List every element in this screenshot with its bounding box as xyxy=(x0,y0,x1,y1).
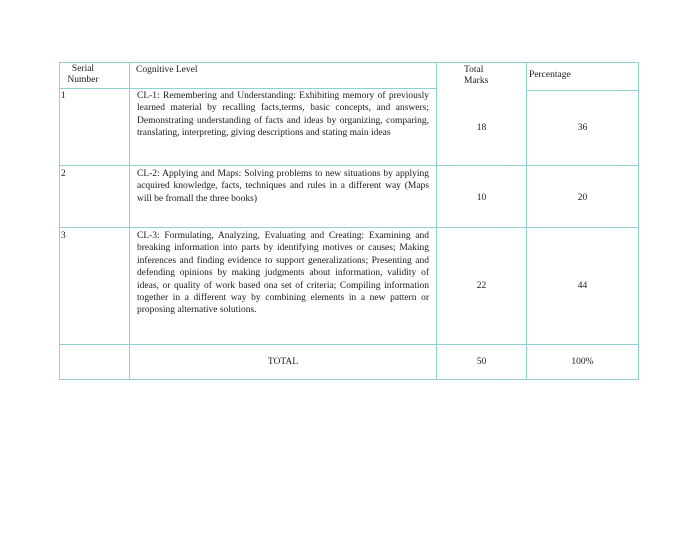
row-3-percentage: 44 xyxy=(577,281,588,291)
cognitive-level-table xyxy=(59,62,639,380)
table-border-right xyxy=(638,62,639,380)
row-3-marks: 22 xyxy=(476,281,487,291)
row-1-percentage: 36 xyxy=(577,123,588,133)
table-border-bottom xyxy=(59,379,639,380)
row-3-bottom-rule xyxy=(59,344,639,345)
header-total-marks: Total Marks xyxy=(464,65,489,86)
row-1-bottom-rule xyxy=(59,165,639,166)
header-percentage: Percentage xyxy=(529,70,571,80)
header-bottom-rule xyxy=(59,88,436,89)
row-2-percentage: 20 xyxy=(577,193,588,203)
header-bottom-rule-right xyxy=(526,90,639,91)
row-1-marks: 18 xyxy=(476,123,487,133)
row-2-serial: 2 xyxy=(61,169,66,179)
total-label: TOTAL xyxy=(267,357,299,367)
row-3-serial: 3 xyxy=(61,231,66,241)
row-1-serial: 1 xyxy=(61,91,66,101)
total-percentage: 100% xyxy=(571,357,594,367)
row-3-description: CL-3: Formulating, Analyzing, Evaluating and Creating: Examining and breaking information into parts by identifying motives or causes; Making inferences and finding evidence to support generalizations; Presenting and defending opinions by making judgments about information, validity of ideas, or quality of work based ona set of criteria; Compiling information together in a different way by combining elements in a new pattern or proposing alternative solutions. xyxy=(137,231,429,316)
total-marks: 50 xyxy=(476,357,487,367)
description-column-rule xyxy=(436,62,437,380)
marks-column-rule xyxy=(526,62,527,380)
table-border-left xyxy=(59,62,60,380)
table-border-top xyxy=(59,62,639,63)
row-2-bottom-rule xyxy=(59,227,639,228)
row-2-marks: 10 xyxy=(476,193,487,203)
header-cognitive-level: Cognitive Level xyxy=(136,65,198,75)
serial-column-rule xyxy=(129,62,130,380)
row-2-description: CL-2: Applying and Maps: Solving problems to new situations by applying acquired knowledge, facts, techniques and rules in a different way (Maps will be fromall the three books) xyxy=(137,169,429,204)
row-1-description: CL-1: Remembering and Understanding: Exhibiting memory of previously learned material by recalling facts,terms, basic concepts, and answers; Demonstrating understanding of facts and ideas by organizing, comparing, translating, interpreting, giving descriptions and stating main ideas xyxy=(137,91,429,139)
header-serial-number: Serial Number xyxy=(67,64,99,85)
